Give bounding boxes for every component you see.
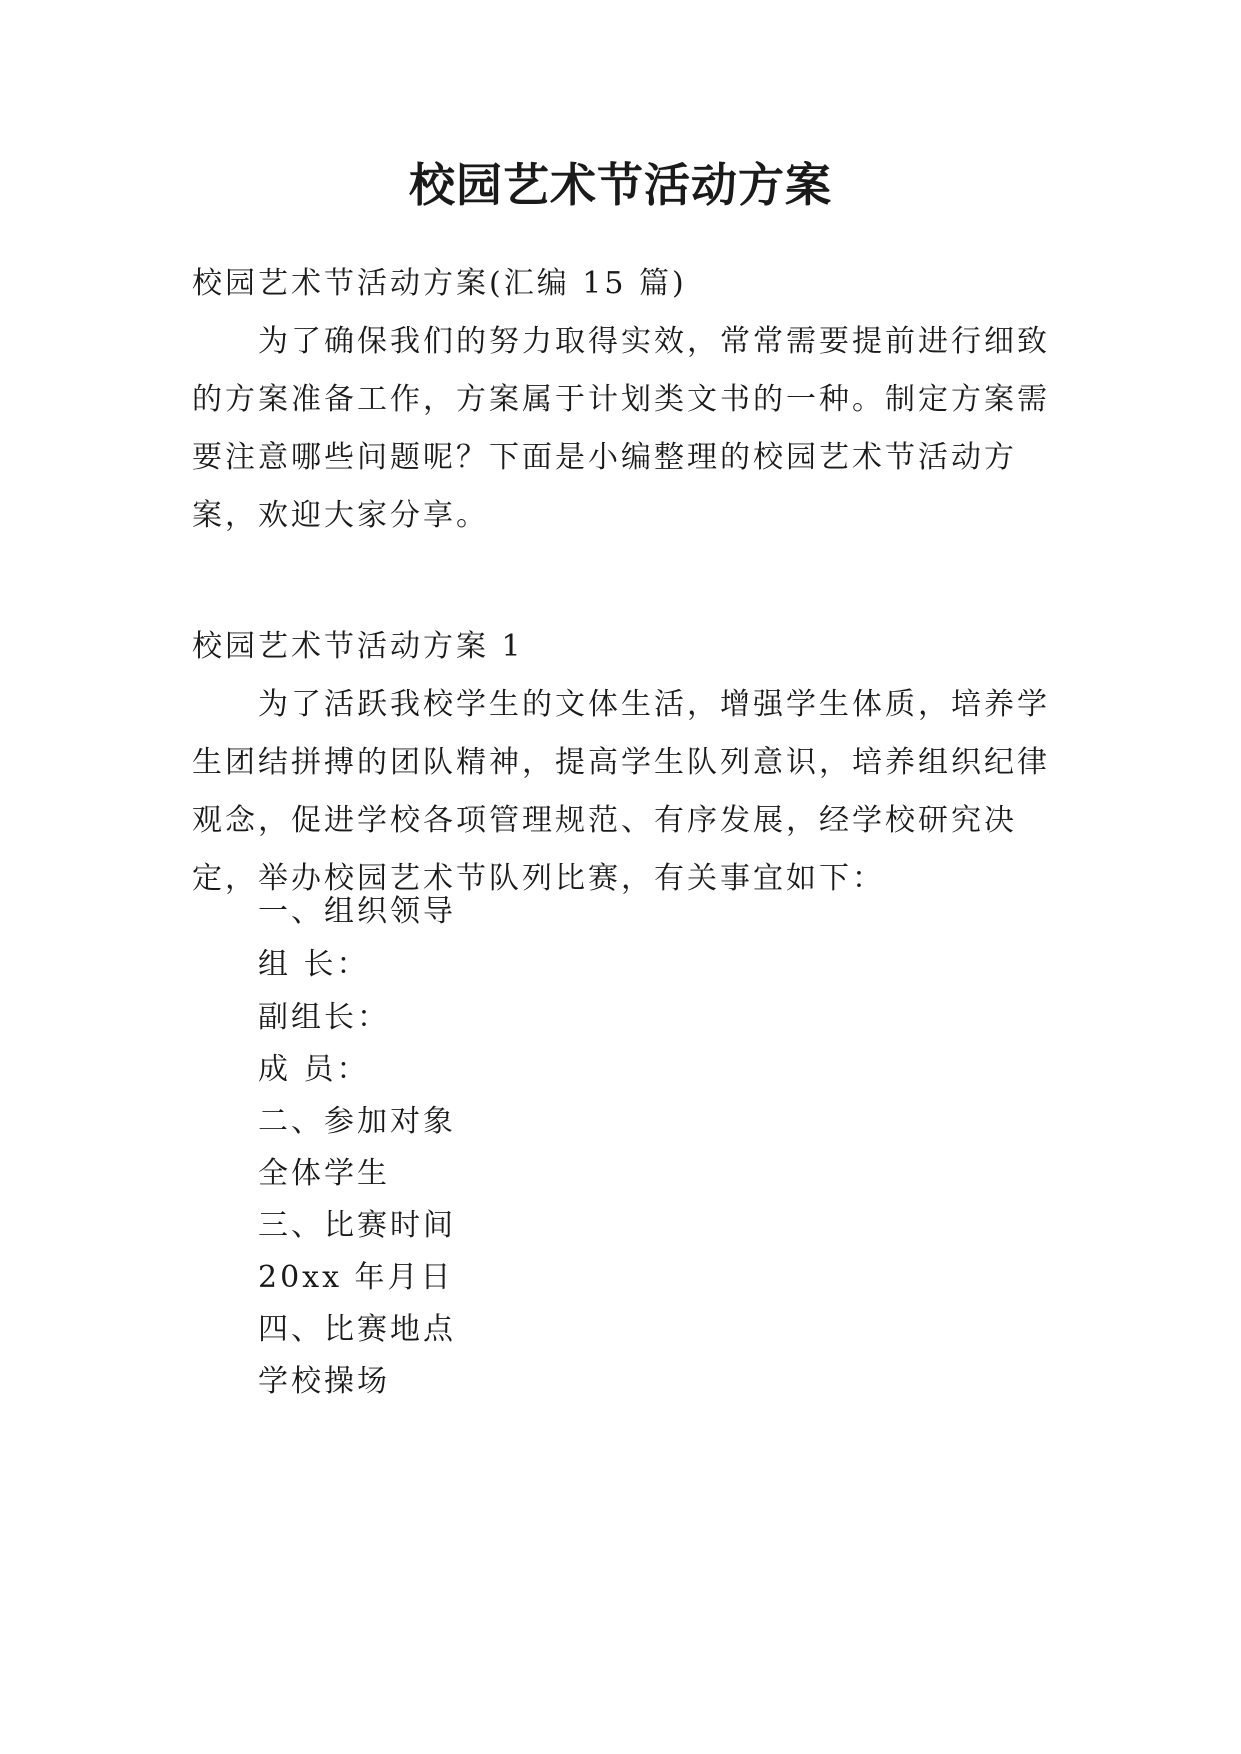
- list-item: 二、参加对象: [258, 1104, 456, 1139]
- list-item: 四、比赛地点: [258, 1312, 456, 1347]
- list-item: 20xx 年月日: [258, 1260, 454, 1295]
- document-title: 校园艺术节活动方案: [409, 158, 832, 212]
- document-subtitle: 校园艺术节活动方案(汇编 15 篇): [192, 266, 687, 301]
- list-item: 成 员：: [258, 1052, 370, 1087]
- list-item: 学校操场: [258, 1364, 390, 1399]
- section-paragraph: 为了活跃我校学生的文体生活，增强学生体质，培养学生团结拼搏的团队精神，提高学生队列意识，培养组织纪律观念，促进学校各项管理规范、有序发展，经学校研究决定，举办校园艺术节队列比赛，有关事宜如下：: [192, 687, 1050, 896]
- section-heading: 校园艺术节活动方案 1: [192, 629, 524, 664]
- list-item: 三、比赛时间: [258, 1208, 456, 1243]
- intro-paragraph: 为了确保我们的努力取得实效，常常需要提前进行细致的方案准备工作，方案属于计划类文书的一种。制定方案需要注意哪些问题呢？下面是小编整理的校园艺术节活动方案，欢迎大家分享。: [192, 324, 1050, 533]
- list-item: 全体学生: [258, 1156, 390, 1191]
- list-item: 组 长：: [258, 947, 370, 982]
- list-item: 一、组织领导: [258, 894, 456, 929]
- list-item: 副组长：: [258, 1000, 390, 1035]
